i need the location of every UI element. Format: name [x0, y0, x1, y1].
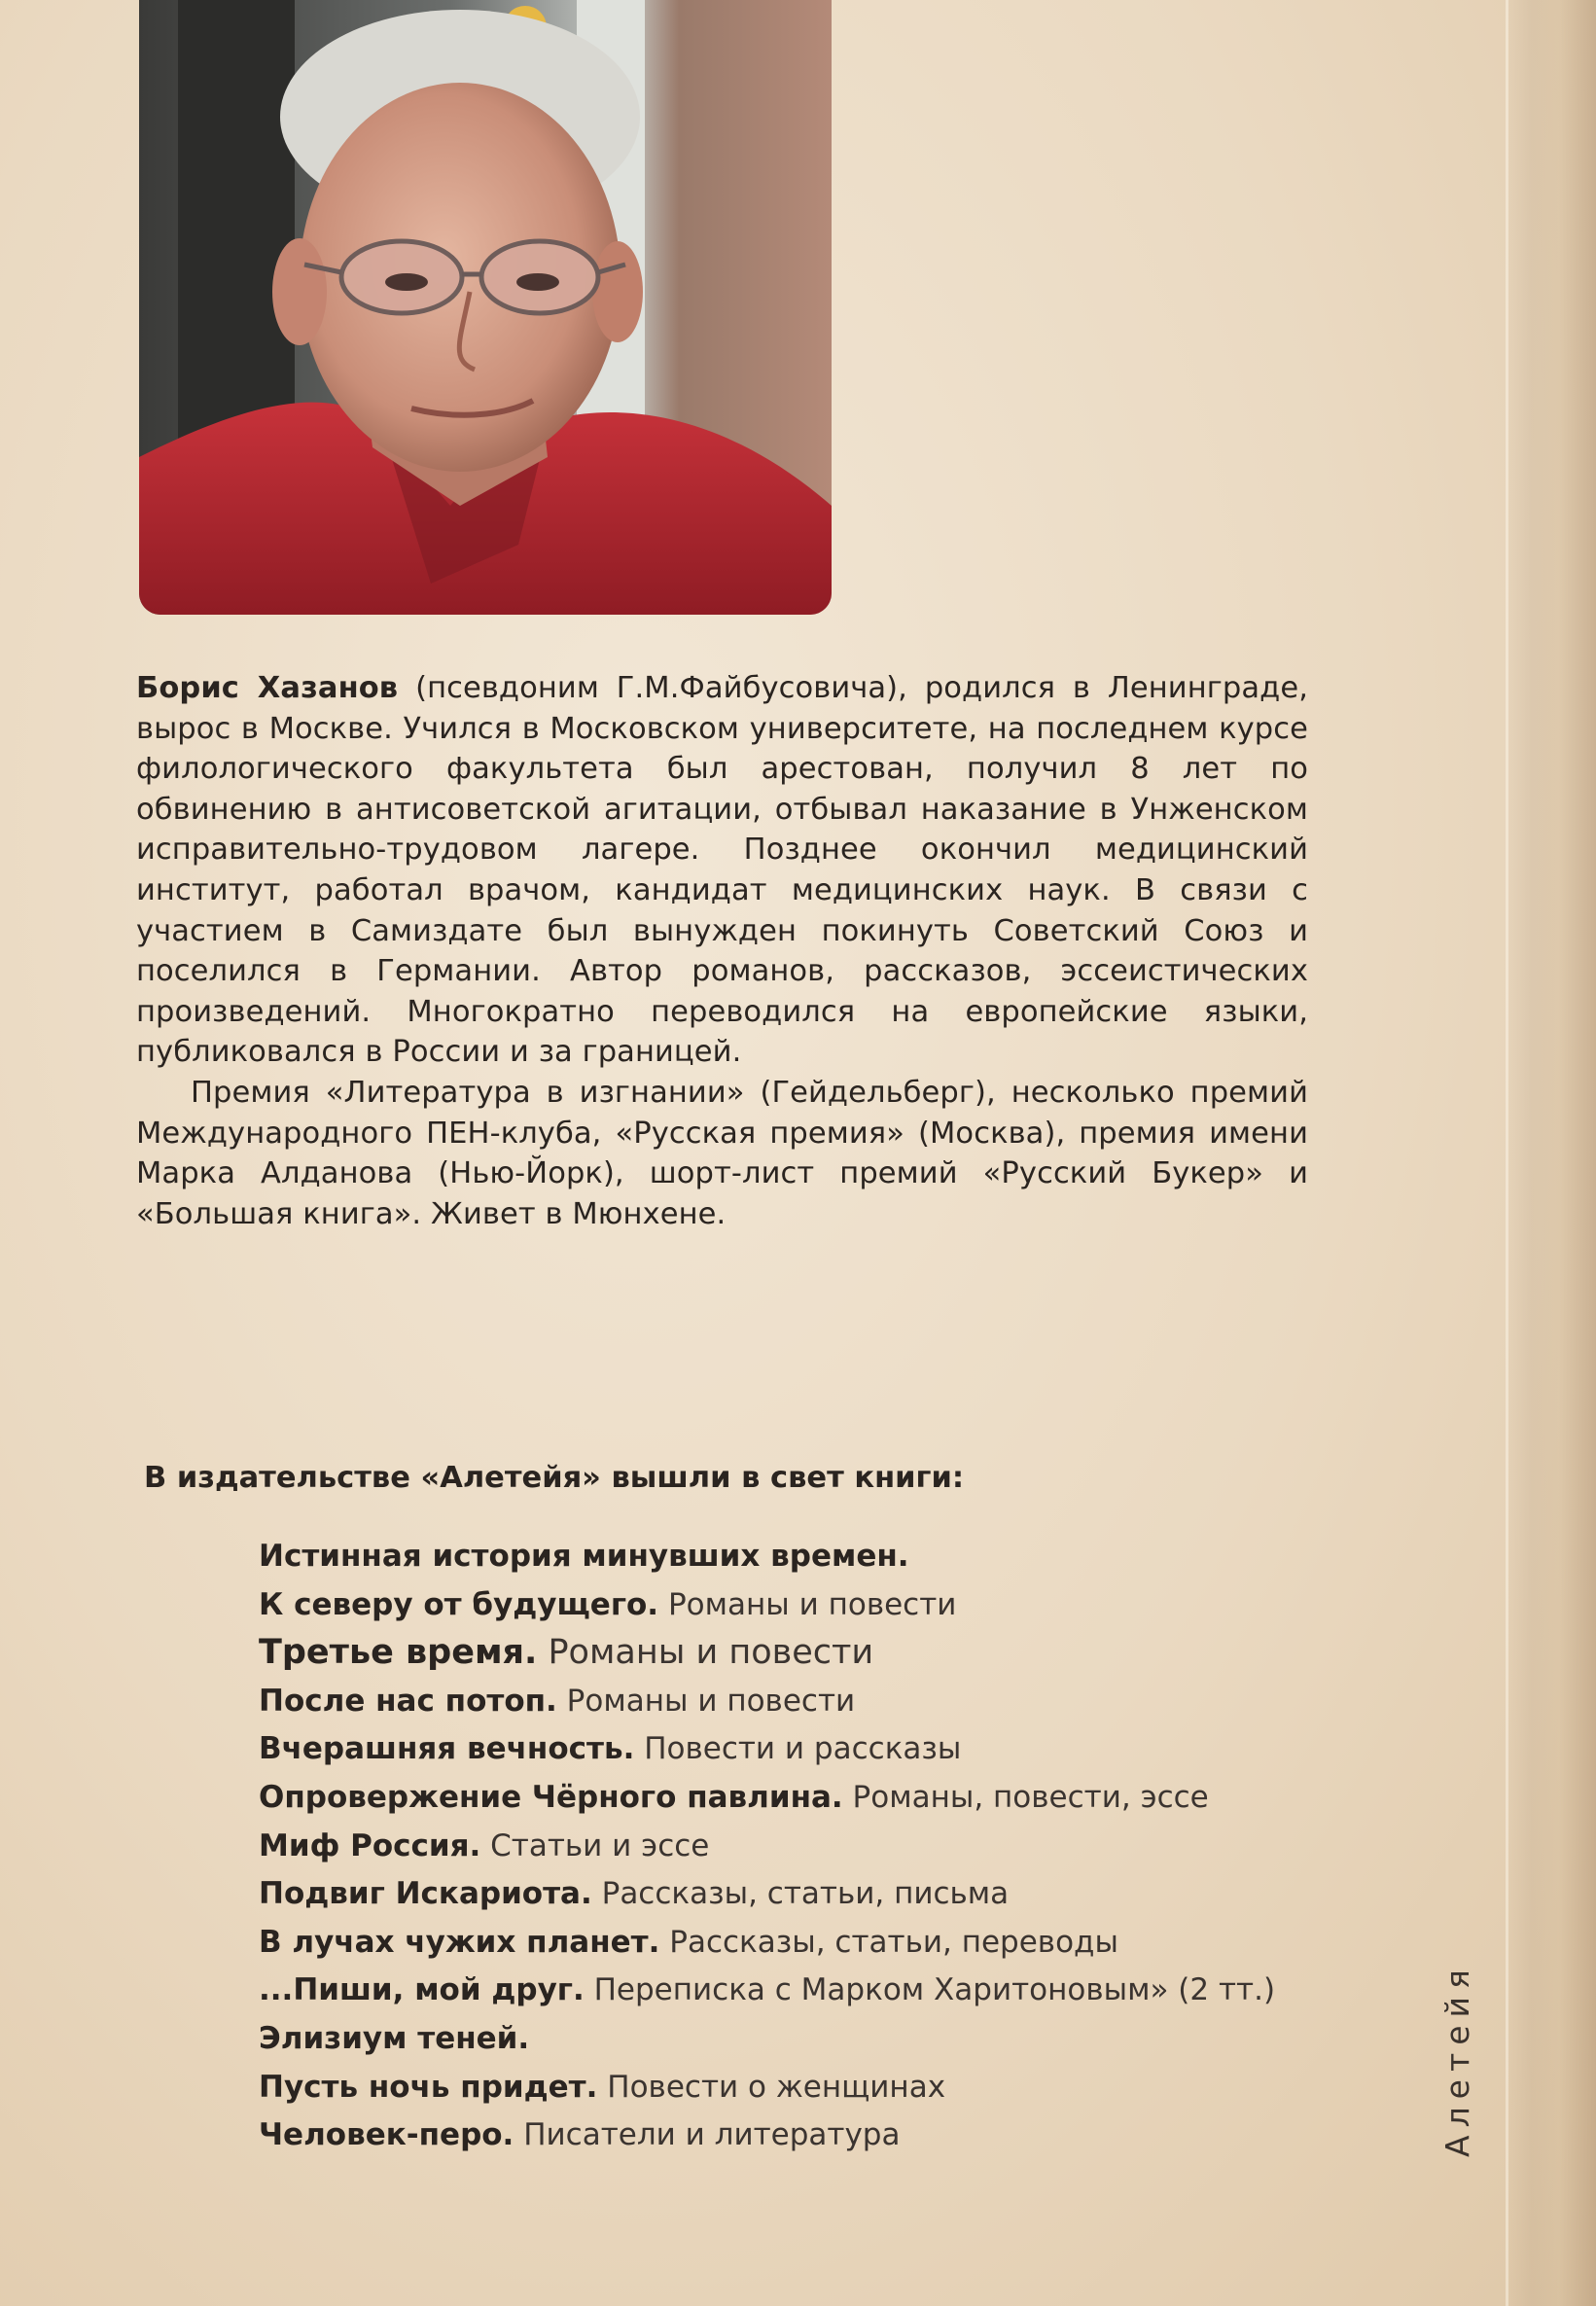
- book-subtitle: Повести о женщинах: [597, 2069, 946, 2105]
- book-title: Элизиум теней.: [259, 2020, 530, 2056]
- book-item: [259, 1967, 1275, 2015]
- bio-paragraph-2: Премия «Литература в изгнании» (Гейдельберг), несколько премий Международного ПЕН-клуба, «Русская премия» (Москва), премия имени Марка Алданова (Нью-Йорк), шорт-лист премий «Русский Букер» и «Большая книга». Живет в Мюнхене.: [136, 1075, 1308, 1231]
- book-title: Истинная история минувших времен.: [259, 1539, 909, 1574]
- book-subtitle: Статьи и эссе: [480, 1827, 710, 1863]
- books-heading: В издательстве «Алетейя» вышли в свет книги:: [144, 1461, 965, 1495]
- book-title: Опровержение Чёрного павлина.: [259, 1779, 843, 1815]
- books-list: [259, 1533, 1275, 2160]
- book-subtitle: Романы и повести: [537, 1633, 874, 1673]
- spine-fold-line: [1506, 0, 1508, 2306]
- book-subtitle: Романы, повести, эссе: [842, 1779, 1209, 1815]
- book-title: Человек-перо.: [259, 2117, 514, 2153]
- book-title: Подвиг Искариота.: [259, 1876, 592, 1912]
- bio-paragraph-1: [136, 668, 1308, 1073]
- book-title: Пусть ночь придет.: [259, 2069, 598, 2105]
- book-title: Вчерашняя вечность.: [259, 1731, 635, 1767]
- book-item: [259, 2111, 1275, 2160]
- book-item: [259, 1725, 1275, 1774]
- book-subtitle: Рассказы, статьи, переводы: [659, 1924, 1118, 1960]
- book-item: [259, 1774, 1275, 1823]
- author-biography: [136, 668, 1308, 1234]
- book-title: В лучах чужих планет.: [259, 1924, 660, 1960]
- book-title: Миф Россия.: [259, 1827, 481, 1863]
- book-title: Третье время.: [259, 1633, 538, 1673]
- bio-paragraph-1-text: (псевдоним Г.М.Файбусовича), родился в Ленинграде, вырос в Москве. Учился в Московском университете, на последнем курсе филологического факультета был арестован, получил 8 лет по обвинению в антисоветской агитации, отбывал наказание в Унженском исправительно-трудовом лагере. Позднее окончил медицинский институт, работал врачом, кандидат медицинских наук. В связи с участием в Самиздате был вынужден покинуть Советский Союз и поселился в Германии. Автор романов, рассказов, эссеистических произведений. Многократно переводился на европейские языки, публиковался в России и за границей.: [136, 671, 1308, 1070]
- book-subtitle: Романы и повести: [556, 1683, 856, 1719]
- book-item: [259, 1533, 1275, 1581]
- book-subtitle: Писатели и литература: [514, 2117, 901, 2153]
- book-item: [259, 1678, 1275, 1726]
- author-name: Борис Хазанов: [136, 671, 399, 705]
- book-title: ...Пиши, мой друг.: [259, 1972, 585, 2008]
- book-item: [259, 1823, 1275, 1871]
- book-item: [259, 1919, 1275, 1968]
- book-item: [259, 2015, 1275, 2064]
- book-subtitle: Романы и повести: [658, 1586, 957, 1622]
- book-spine-shading: [1504, 0, 1596, 2306]
- book-item: [259, 1870, 1275, 1919]
- book-item: [259, 1581, 1275, 1630]
- book-item: [259, 1629, 1275, 1678]
- book-subtitle: Повести и рассказы: [634, 1731, 962, 1767]
- book-title: После нас потоп.: [259, 1683, 557, 1719]
- book-subtitle: Рассказы, статьи, письма: [591, 1876, 1010, 1912]
- author-photo: [139, 0, 832, 615]
- publisher-spine-label: Алетейя: [1438, 1962, 1476, 2157]
- book-subtitle: Переписка с Марком Харитоновым» (2 тт.): [584, 1972, 1276, 2008]
- book-title: К северу от будущего.: [259, 1586, 659, 1622]
- book-item: [259, 2064, 1275, 2112]
